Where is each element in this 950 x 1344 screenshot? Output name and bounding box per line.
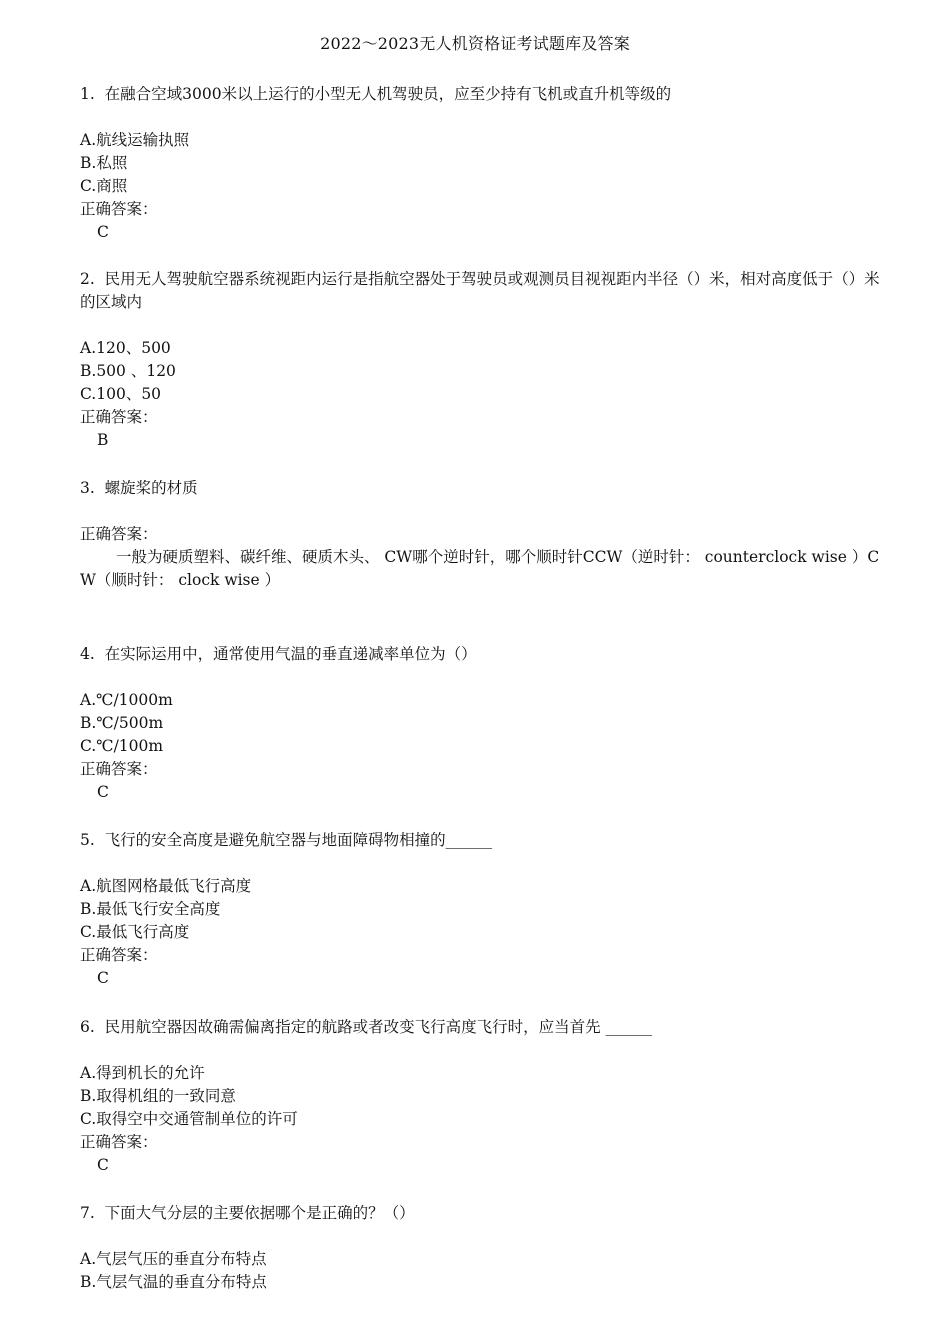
document-title: 2022～2023无人机资格证考试题库及答案: [320, 34, 630, 53]
option-b: B.℃/500m: [80, 714, 164, 732]
answer-value: C: [97, 1156, 109, 1174]
option-a: A.得到机长的允许: [80, 1064, 205, 1082]
answer-label: 正确答案：: [80, 200, 158, 218]
option-b: B.气层气温的垂直分布特点: [80, 1273, 267, 1291]
question-text: 在实际运用中，通常使用气温的垂直递减率单位为（）: [104, 645, 477, 663]
question-text: 民用无人驾驶航空器系统视距内运行是指航空器处于驾驶员或观测员目视视距内半径（）米，相对高度低于（）米的区域内: [80, 270, 880, 311]
question-7: [80, 1202, 880, 1294]
question-number: 3.: [80, 479, 95, 497]
question-stem: [80, 1016, 880, 1039]
answer-label: 正确答案：: [80, 408, 158, 426]
question-number: 5.: [80, 831, 95, 849]
option-c: C.取得空中交通管制单位的许可: [80, 1110, 298, 1128]
option-c: C.商照: [80, 177, 128, 195]
option-c: C.100、50: [80, 385, 162, 403]
option-a: A.航线运输执照: [80, 131, 190, 149]
question-text: 民用航空器因故确需偏离指定的航路或者改变飞行高度飞行时，应当首先 ______: [104, 1018, 653, 1036]
answer-label: 正确答案：: [80, 946, 158, 964]
option-c: C.最低飞行高度: [80, 923, 190, 941]
question-text: 飞行的安全高度是避免航空器与地面障碍物相撞的______: [104, 831, 493, 849]
question-stem: [80, 268, 880, 314]
question-2: [80, 268, 880, 452]
question-stem: [80, 643, 880, 666]
option-a: A.航图网格最低飞行高度: [80, 877, 252, 895]
answer-label: 正确答案：: [80, 760, 158, 778]
question-6: [80, 1016, 880, 1177]
question-number: 4.: [80, 645, 95, 663]
option-b: B.500 、120: [80, 362, 176, 380]
option-c: C.℃/100m: [80, 737, 164, 755]
question-stem: [80, 477, 880, 500]
answer-value: B: [97, 431, 109, 449]
answer-label: 正确答案：: [80, 1133, 158, 1151]
answer-value: C: [97, 223, 109, 241]
option-a: A.℃/1000m: [80, 691, 173, 709]
question-text: 下面大气分层的主要依据哪个是正确的？（）: [104, 1204, 415, 1222]
answer-label: 正确答案：: [80, 525, 158, 543]
question-3: [80, 477, 880, 592]
answer-explanation: 一般为硬质塑料、碳纤维、硬质木头、 CW哪个逆时针，哪个顺时针CCW（逆时针： counterclock wise ）CW（顺时针： clock wise ）: [80, 548, 880, 589]
question-number: 2.: [80, 270, 95, 288]
question-5: [80, 829, 880, 990]
option-b: B.最低飞行安全高度: [80, 900, 221, 918]
question-number: 6.: [80, 1018, 95, 1036]
answer-value: C: [97, 783, 109, 801]
question-text: 螺旋桨的材质: [104, 479, 198, 497]
question-stem: [80, 83, 880, 106]
question-stem: [80, 829, 880, 852]
question-stem: [80, 1202, 880, 1225]
question-4: [80, 643, 880, 804]
option-a: A.120、500: [80, 339, 171, 357]
option-a: A.气层气压的垂直分布特点: [80, 1250, 267, 1268]
question-1: [80, 83, 880, 244]
question-number: 7.: [80, 1204, 95, 1222]
question-number: 1.: [80, 85, 95, 103]
answer-value: C: [97, 969, 109, 987]
question-text: 在融合空域3000米以上运行的小型无人机驾驶员，应至少持有飞机或直升机等级的: [104, 85, 672, 103]
option-b: B.取得机组的一致同意: [80, 1087, 236, 1105]
option-b: B.私照: [80, 154, 128, 172]
